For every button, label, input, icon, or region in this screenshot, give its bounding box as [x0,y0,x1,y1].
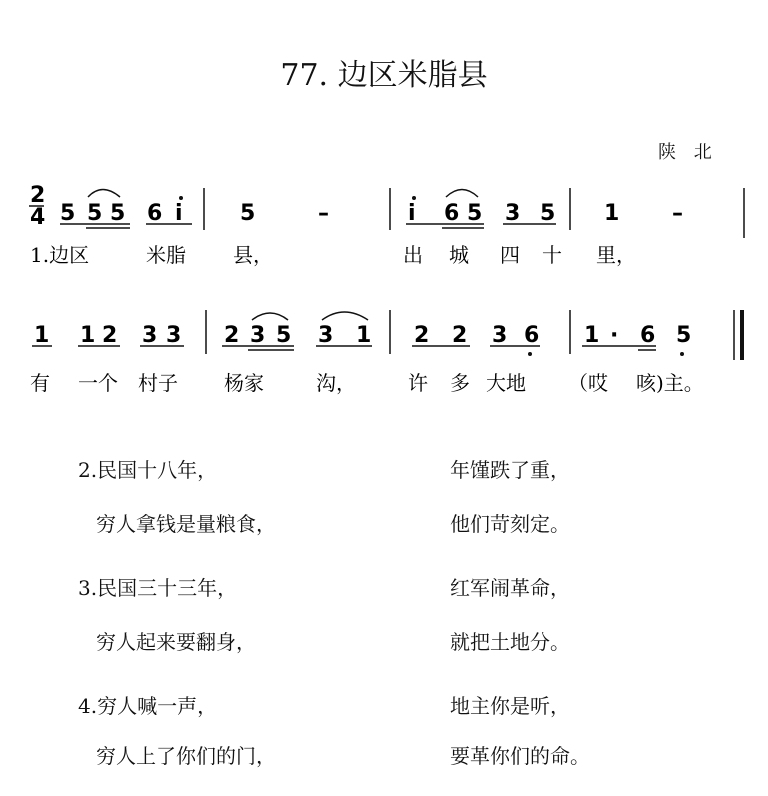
lyric: 十 [542,243,562,267]
note: 2 [224,323,240,348]
verse-2-line-4: 他们苛刻定。 [450,512,570,536]
verse-4-line-2: 地主你是听， [450,694,570,718]
verse-4-line-3: 穷人上了你们的门， [96,744,276,768]
score-line-2 [32,310,742,360]
verse-3-line-3: 穷人起来要翻身， [96,630,256,654]
time-signature-bottom: 4 [30,205,46,230]
note: – [318,201,329,226]
lyric: 城 [449,243,469,267]
low-octave-dot [528,352,532,356]
score-line-1 [60,188,744,238]
lyric: 村子 [138,371,178,395]
slur [446,190,478,198]
note: 1 [604,201,620,226]
note: 3 [492,323,508,348]
lyric: 一个 [78,371,118,395]
verse-2-line-2: 年馑跌了重， [450,458,570,482]
note: 1 [80,323,96,348]
note: · [610,323,619,348]
high-octave-dot [179,196,183,200]
lyric: 沟， [316,371,356,395]
note: 5 [110,201,126,226]
verse-3-line-1: 3.民国三十三年， [78,576,238,600]
note: 5 [87,201,103,226]
page-title: 77. 边区米脂县 [280,58,488,93]
lyric: 四 [500,243,520,267]
verse-3-line-4: 就把土地分。 [450,630,570,654]
note: 5 [276,323,292,348]
note: 1 [34,323,50,348]
time-signature-top: 2 [30,183,46,208]
note: i [175,201,183,226]
high-octave-dot [412,196,416,200]
lyric: 米脂 [146,243,186,267]
slur [252,313,288,320]
note: 6 [640,323,656,348]
note: i [408,201,416,226]
lyric: 杨家 [224,371,264,395]
lyric: 咳)主。 [636,371,704,395]
note: 5 [540,201,556,226]
note: 3 [250,323,266,348]
note: 6 [444,201,460,226]
lyric: 许 [408,371,428,395]
lyric: 里， [596,243,636,267]
region-label: 陕 北 [658,142,718,163]
note: 2 [414,323,430,348]
note: 6 [147,201,163,226]
verse-4-line-4: 要革你们的命。 [450,744,590,768]
note: 1 [356,323,372,348]
slur [322,312,368,320]
note: 1 [584,323,600,348]
lyric: 多 [450,371,470,395]
note: 3 [142,323,158,348]
note: 3 [318,323,334,348]
note: 2 [452,323,468,348]
note: 5 [467,201,483,226]
lyric: 出 [403,243,423,267]
note: – [672,201,683,226]
verse-2-line-3: 穷人拿钱是量粮食， [96,512,276,536]
note: 6 [524,323,540,348]
verse-2-line-1: 2.民国十八年， [78,458,218,482]
lyric: 县， [233,243,273,267]
verse-3-line-2: 红军闹革命， [450,576,570,600]
note: 3 [505,201,521,226]
lyric: 1.边区 [30,243,90,267]
lyrics-line-2 [30,371,704,395]
verse-4-line-1: 4.穷人喊一声， [78,694,218,718]
note: 2 [102,323,118,348]
note: 5 [60,201,76,226]
low-octave-dot [680,352,684,356]
slur [88,190,120,198]
note: 3 [166,323,182,348]
note: 5 [676,323,692,348]
lyric: 大地 [486,371,526,395]
lyric: 有 [30,371,50,395]
lyrics-line-1 [30,243,636,267]
note: 5 [240,201,256,226]
lyric: （哎 [568,371,608,395]
